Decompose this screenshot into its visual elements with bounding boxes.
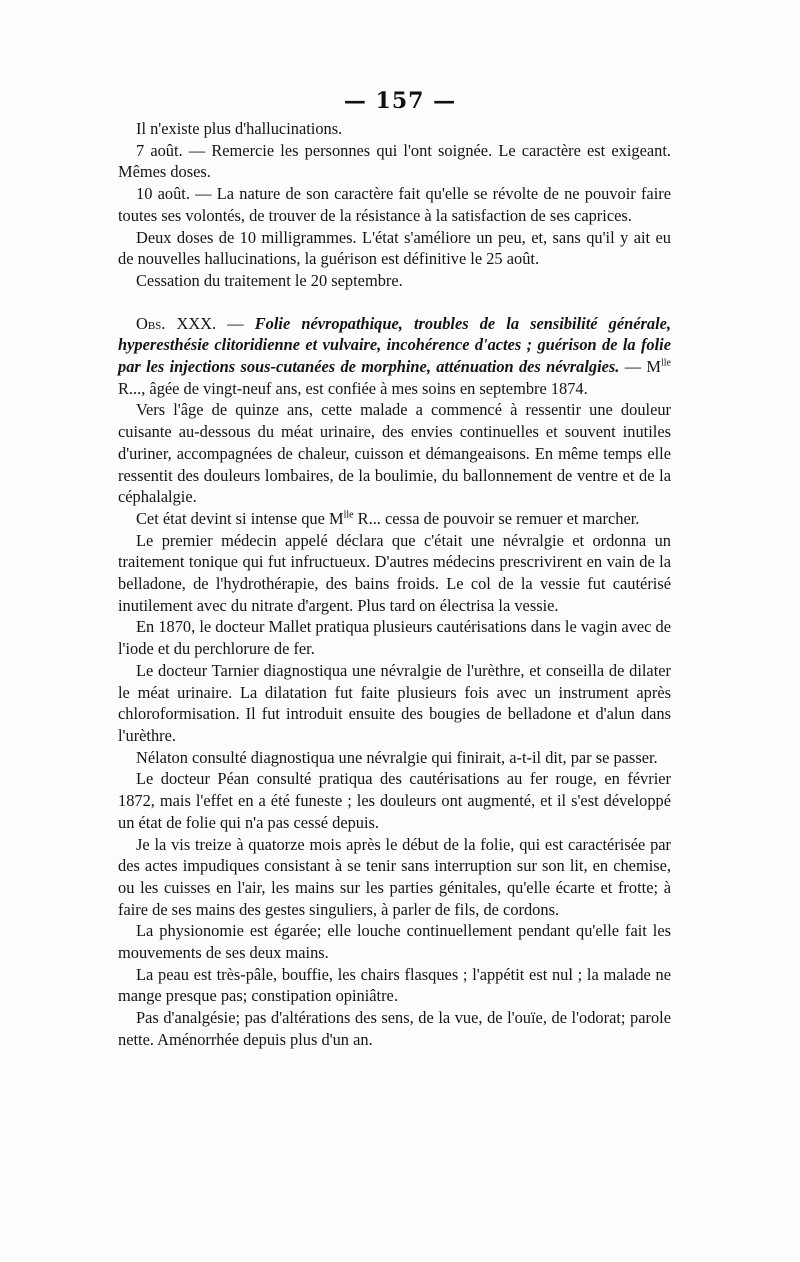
- paragraph: Cessation du traitement le 20 septembre.: [136, 270, 403, 290]
- paragraph: Le docteur Péan consulté pratiqua des cautérisations au fer rouge, en février 1872, mais l'effet en a été funeste ; les douleurs ont augmenté, et il s'est développé un état de folie qui n'a pas cessé depuis.: [118, 769, 671, 832]
- observation-label: Obs. XXX.: [136, 313, 217, 333]
- observation-title: Folie névropathique, troubles de la sensibilité générale, hyperesthésie clitoridienne et vulvaire, incohérence d'actes ; guérison de la folie par les injections sous-cutanées de morphine, atténuation des névralgies.: [118, 313, 671, 377]
- paragraph: Je la vis treize à quatorze mois après le début de la folie, qui est caractérisée par des actes impudiques consistant à se tenir sans interruption sur son lit, en chemise, ou les cuisses en l'air, les mains sur les parties génitales, qu'elle écarte et frotte; à faire de ses mains des gestes singuliers, à parler de fils, de cordons.: [118, 834, 671, 919]
- paragraph: Deux doses de 10 milligrammes. L'état s'améliore un peu, et, sans qu'il y ait eu de nouvelles hallucinations, la guérison est définitive le 25 août.: [118, 227, 671, 269]
- paragraph: [118, 508, 671, 530]
- observation-sup: lle: [660, 357, 671, 369]
- paragraph: Vers l'âge de quinze ans, cette malade a commencé à ressentir une douleur cuisante au-dessous du méat urinaire, des envies continuelles et souvent inutiles d'uriner, accompagnées de chaleur, cuisson et démangeaisons. En même temps elle ressentit des douleurs lombaires, de la boulimie, du ballonnement de ventre et de la céphalalgie.: [118, 400, 671, 507]
- etat-after: R... cessa de pouvoir se remuer et marcher.: [353, 508, 640, 528]
- paragraph: 10 août. — La nature de son caractère fait qu'elle se révolte de ne pouvoir faire toutes ses volontés, de trouver de la résistance à la satisfaction de ses caprices.: [118, 184, 671, 225]
- paragraph: La peau est très-pâle, bouffie, les chairs flasques ; l'appétit est nul ; la malade ne mange presque pas; constipation opiniâtre.: [118, 964, 671, 1006]
- etat-before: Cet état devint si intense que M: [136, 508, 344, 528]
- etat-sup: lle: [343, 509, 354, 521]
- paragraph: Nélaton consulté diagnostiqua une névralgie qui finirait, a-t-il dit, par se passer.: [136, 747, 658, 767]
- page-body: [118, 118, 671, 1051]
- observation-heading: [118, 313, 671, 400]
- observation-dash: —: [216, 313, 255, 333]
- observation-after-title: — M: [619, 357, 661, 377]
- paragraph: Le premier médecin appelé déclara que c'était une névralgie et ordonna un traitement tonique qui fut infructueux. D'autres médecins prescrivirent en vain de la belladone, de l'hydrothérapie, des bains froids. Le col de la vessie fut cautérisé inutilement avec du nitrate d'argent. Plus tard on électrisa la vessie.: [118, 530, 671, 615]
- page-number: — 157 —: [343, 88, 457, 114]
- paragraph: Il n'existe plus d'hallucinations.: [136, 119, 343, 138]
- observation-rest: R..., âgée de vingt-neuf ans, est confiée à mes soins en septembre 1874.: [118, 378, 588, 398]
- paragraph: 7 août. — Remercie les personnes qui l'ont soignée. Le caractère est exigeant. Mêmes doses.: [118, 140, 671, 182]
- paragraph: En 1870, le docteur Mallet pratiqua plusieurs cautérisations dans le vagin avec de l'iode et du perchlorure de fer.: [118, 617, 671, 659]
- paragraph: Le docteur Tarnier diagnostiqua une névralgie de l'urèthre, et conseilla de dilater le méat urinaire. La dilatation fut faite plusieurs fois avec un instrument après chloroformisation. Il fut introduit ensuite des bougies de belladone et d'alun dans l'urèthre.: [118, 660, 671, 745]
- paragraph: Pas d'analgésie; pas d'altérations des sens, de la vue, de l'ouïe, de l'odorat; parole nette. Aménorrhée depuis plus d'un an.: [118, 1008, 671, 1049]
- paragraph: La physionomie est égarée; elle louche continuellement pendant qu'elle fait les mouvements de ses deux mains.: [118, 921, 671, 963]
